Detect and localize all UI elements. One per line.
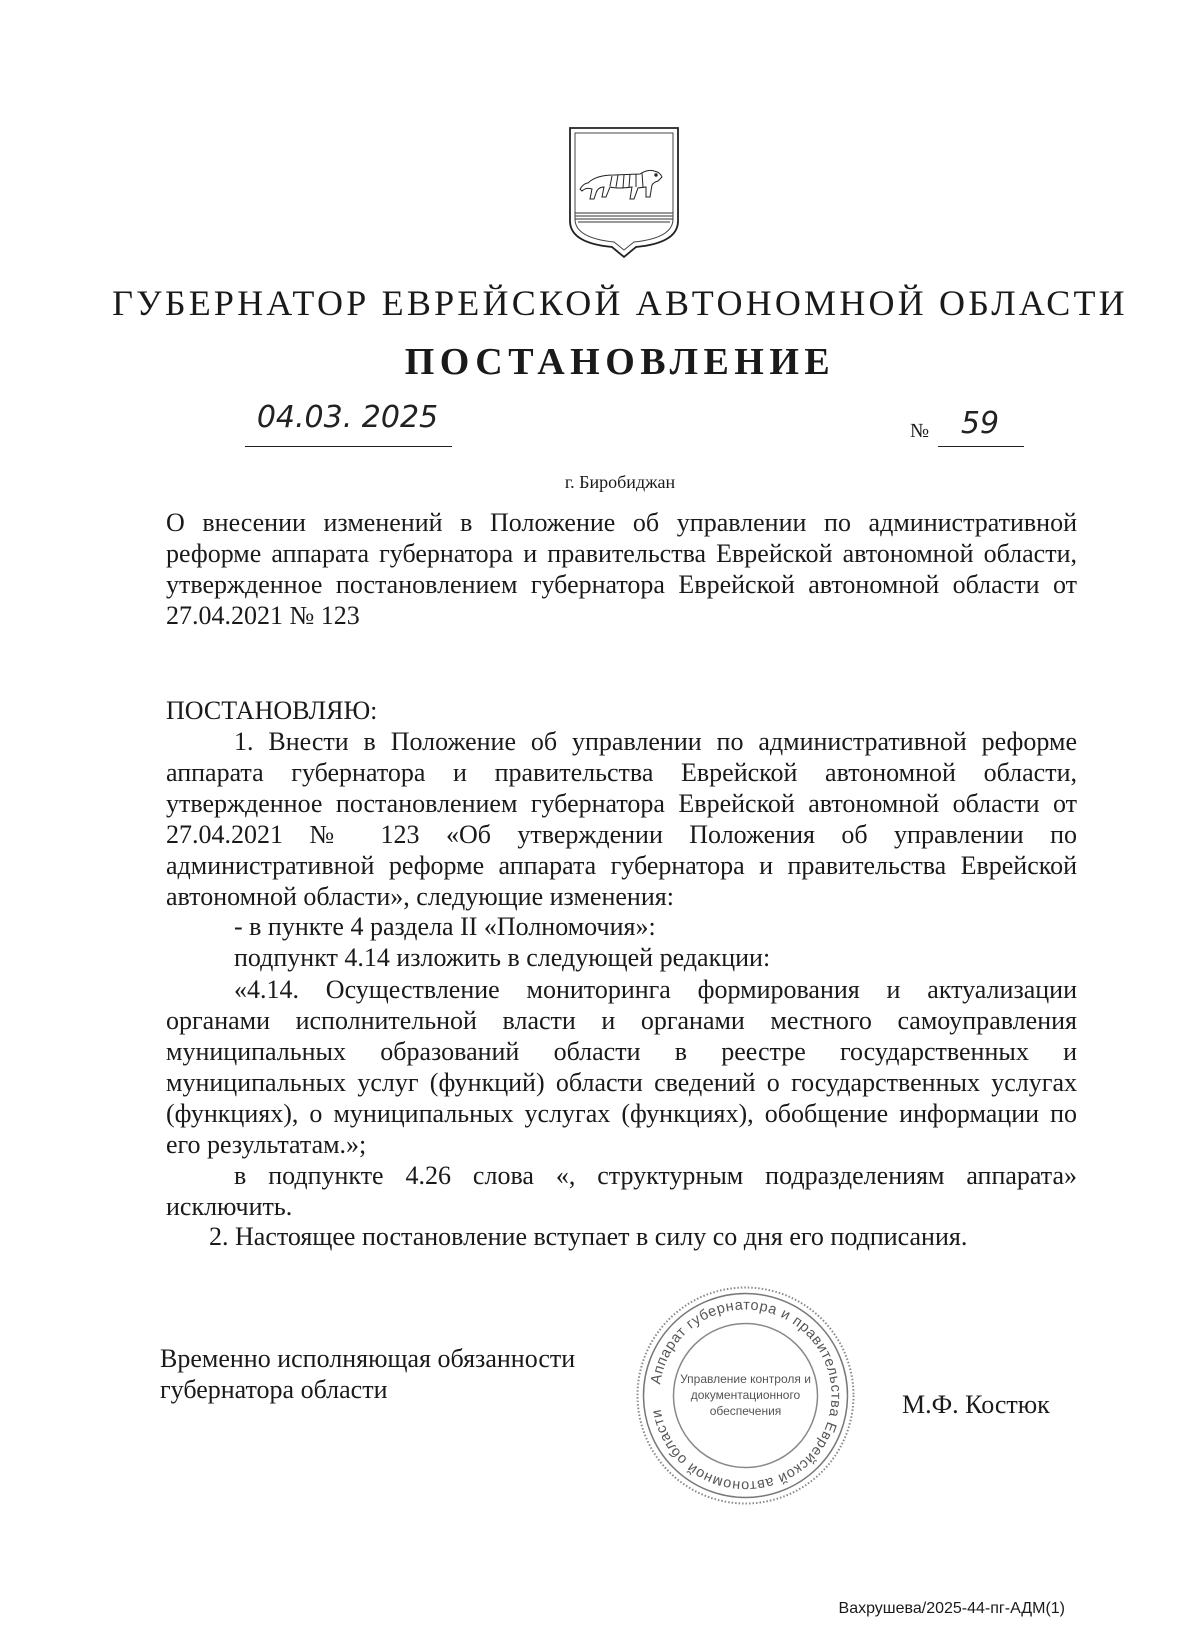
footer-reference: Вахрушева/2025-44-пг-АДМ(1)	[838, 1600, 1065, 1617]
number-label: №	[910, 420, 930, 442]
signatory-name: М.Ф. Костюк	[902, 1390, 1050, 1419]
paragraph-1-item-a: - в пункте 4 раздела II «Полномочия»:	[234, 912, 656, 941]
number-underline	[938, 446, 1024, 447]
city-line: г. Биробиджан	[564, 472, 676, 492]
signatory-title	[160, 1343, 575, 1405]
handwritten-date: 04.03. 2025	[256, 400, 439, 435]
authority-heading: ГУБЕРНАТОР ЕВРЕЙСКОЙ АВТОНОМНОЙ ОБЛАСТИ	[112, 283, 1128, 323]
paragraph-1-item-c: «4.14. Осуществление мониторинга формирования и актуализации органами исполнительной власти и органами местного самоуправления муниципальных образований области в реестре государственных и муниципальных услуг (функций) области сведений о государственных услугах (функциях), о муниципальных услугах (функциях), обобщение информации по его результатам.»;	[166, 975, 1077, 1159]
tiger-icon	[580, 170, 662, 199]
signatory-title-line-2: губернатора области	[160, 1375, 388, 1404]
stamp-inner-line-2: документационного	[690, 1388, 801, 1402]
date-underline	[245, 446, 452, 447]
stamp-inner-line-1: Управление контроля и	[680, 1372, 811, 1386]
document-title: О внесении изменений в Положение об управлении по административной реформе аппарата губернатора и правительства Еврейской автономной области, утвержденное постановлением губернатора Еврейской автономной области от 27.04.2021 № 123	[166, 508, 1077, 630]
paragraph-1-item-b: подпункт 4.14 изложить в следующей редакции:	[234, 943, 771, 972]
paragraph-1: 1. Внести в Положение об управлении по административной реформе аппарата губернатора и правительства Еврейской автономной области, утвержденное постановлением губернатора Еврейской автономной области от 27.04.2021 № 123 «Об утверждении Положения об управлении по административной реформе аппарата губернатора и правительства Еврейской автономной области», следующие изменения:	[166, 727, 1077, 911]
signatory-title-line-1: Временно исполняющая обязанности	[160, 1344, 576, 1373]
stamp-outer-text: Аппарат губернатора и правительства Еврейской автономной области	[648, 1297, 844, 1494]
coat-of-arms-emblem	[566, 125, 682, 260]
document-type-heading: ПОСТАНОВЛЕНИЕ	[404, 341, 836, 383]
official-stamp	[633, 1283, 858, 1508]
paragraph-2: 2. Настоящее постановление вступает в силу со дня его подписания.	[209, 1222, 968, 1251]
handwritten-number: 59	[960, 406, 1000, 441]
paragraph-1-item-d: в подпункте 4.26 слова «, структурным подразделениям аппарата» исключить.	[166, 1161, 1077, 1221]
stamp-inner-line-3: обеспечения	[709, 1404, 782, 1418]
decree-word: ПОСТАНОВЛЯЮ:	[166, 696, 378, 725]
